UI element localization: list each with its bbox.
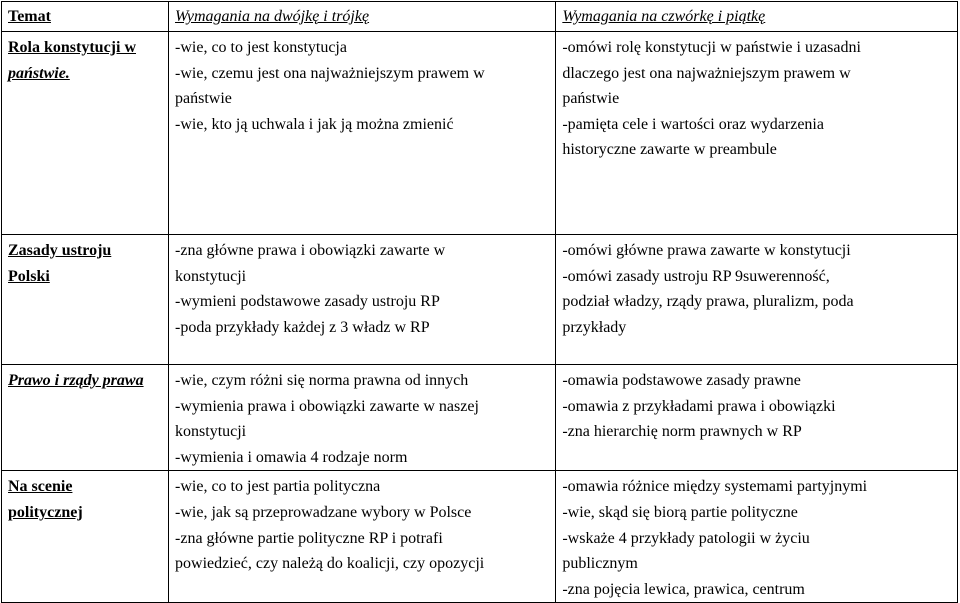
- requirement-line: przykłady: [562, 318, 627, 336]
- advanced-requirements-cell: [556, 365, 958, 471]
- requirement-line: -wymieni podstawowe zasady ustroju RP: [175, 293, 440, 311]
- topic-line: Na scenie: [8, 478, 73, 496]
- header-topic: Temat: [2, 2, 169, 32]
- topic-line: politycznej: [8, 503, 83, 521]
- requirement-line: państwie: [562, 90, 620, 108]
- requirement-line: -poda przykłady każdej z 3 władz w RP: [175, 318, 430, 336]
- requirement-line: -wie, skąd się biorą partie polityczne: [562, 503, 798, 521]
- requirement-line: konstytucji: [175, 267, 247, 285]
- requirement-line: powiedzieć, czy należą do koalicji, czy opozycji: [175, 555, 485, 573]
- basic-requirements-cell: [169, 32, 556, 235]
- requirement-line: -wie, co to jest konstytucja: [175, 39, 347, 56]
- requirement-line: dlaczego jest ona najważniejszym prawem w: [562, 64, 851, 82]
- topic-line: Zasady ustroju: [8, 242, 112, 259]
- requirement-line: podział władzy, rządy prawa, pluralizm, poda: [562, 293, 854, 311]
- topic-line: państwie.: [8, 64, 70, 82]
- requirement-line: -omawia z przykładami prawa i obowiązki: [562, 397, 836, 415]
- topic-line: Rola konstytucji w: [8, 39, 137, 56]
- basic-requirements-cell: [169, 471, 556, 603]
- requirement-line: -wskaże 4 przykłady patologii w życiu: [562, 529, 810, 547]
- requirement-line: państwie: [175, 90, 232, 108]
- requirement-line: -zna hierarchię norm prawnych w RP: [562, 423, 802, 441]
- table-row: [2, 235, 958, 365]
- requirement-line: -zna główne partie polityczne RP i potrafi: [175, 529, 443, 547]
- header-row: [2, 2, 958, 32]
- basic-requirements-cell: [169, 365, 556, 471]
- requirement-line: -wymienia i omawia 4 rodzaje norm: [175, 448, 408, 466]
- requirement-line: -zna główne prawa i obowiązki zawarte w: [175, 242, 446, 259]
- requirement-line: -wie, czemu jest ona najważniejszym prawem w: [175, 64, 485, 82]
- table-row: [2, 32, 958, 235]
- advanced-requirements-cell: [556, 235, 958, 365]
- header-basic-requirements: Wymagania na dwójkę i trójkę: [169, 2, 556, 32]
- table-row: [2, 471, 958, 603]
- requirement-line: -omówi rolę konstytucji w państwie i uzasadni: [562, 39, 861, 56]
- requirement-line: konstytucji: [175, 423, 247, 441]
- requirement-line: -wie, co to jest partia polityczna: [175, 478, 381, 496]
- requirement-line: -omówi zasady ustroju RP 9suwerenność,: [562, 267, 830, 285]
- requirement-line: publicznym: [562, 555, 638, 573]
- topic-cell: [2, 365, 169, 471]
- topic-cell: [2, 235, 169, 365]
- requirement-line: -zna pojęcia lewica, prawica, centrum: [562, 580, 805, 598]
- requirements-table: [1, 1, 958, 603]
- topic-cell: [2, 471, 169, 603]
- header-advanced-requirements: Wymagania na czwórkę i piątkę: [556, 2, 958, 32]
- basic-requirements-cell: [169, 235, 556, 365]
- requirement-line: -wie, czym różni się norma prawna od innych: [175, 372, 469, 389]
- topic-cell: [2, 32, 169, 235]
- advanced-requirements-cell: [556, 32, 958, 235]
- requirement-line: -omówi główne prawa zawarte w konstytucji: [562, 242, 851, 259]
- requirement-line: -wie, kto ją uchwala i jak ją można zmienić: [175, 115, 454, 133]
- table-row: [2, 365, 958, 471]
- requirement-line: -wie, jak są przeprowadzane wybory w Polsce: [175, 503, 472, 521]
- topic-line: Prawo i rządy prawa: [8, 372, 144, 389]
- requirement-line: -omawia różnice między systemami partyjnymi: [562, 478, 868, 496]
- requirement-line: -omawia podstawowe zasady prawne: [562, 372, 801, 389]
- requirement-line: -pamięta cele i wartości oraz wydarzenia: [562, 115, 824, 133]
- advanced-requirements-cell: [556, 471, 958, 603]
- topic-line: Polski: [8, 267, 50, 285]
- requirement-line: -wymienia prawa i obowiązki zawarte w naszej: [175, 397, 479, 415]
- requirement-line: historyczne zawarte w preambule: [562, 141, 777, 159]
